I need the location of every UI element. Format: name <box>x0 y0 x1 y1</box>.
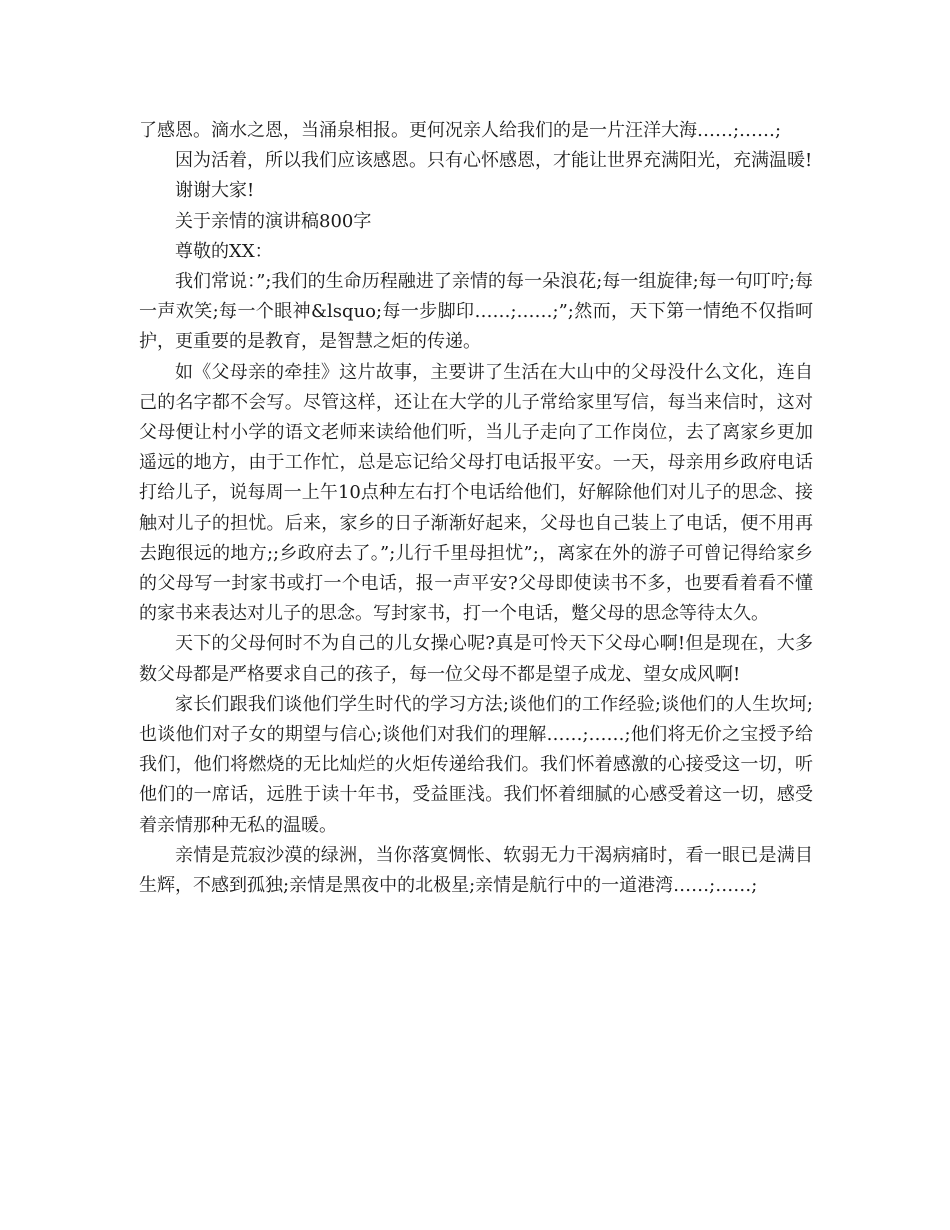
paragraph-1: 了感恩。滴水之恩，当涌泉相报。更何况亲人给我们的是一片汪洋大海……;……; <box>139 120 782 141</box>
paragraph-2: 因为活着，所以我们应该感恩。只有心怀感恩，才能让世界充满阳光，充满温暖! <box>175 150 813 172</box>
paragraph-8: 天下的父母何时不为自己的儿女操心呢?真是可怜天下父母心啊!但是现在，大多数父母都是严格要求自己的孩子，每一位父母不都是望子成龙、望女成风啊! <box>139 633 813 685</box>
paragraph-10: 亲情是荒寂沙漠的绿洲，当你落寞惆怅、软弱无力干渴病痛时，看一眼已是满目生辉，不感到孤独;亲情是黑夜中的北极星;亲情是航行中的一道港湾……;……; <box>139 844 813 897</box>
paragraph-7: 如《父母亲的牵挂》这片故事，主要讲了生活在大山中的父母没什么文化，连自己的名字都不会写。尽管这样，还让在大学的儿子常给家里写信，每当来信时，这对父母便让村小学的语文老师来读给他们听，当儿子走向了工作岗位，去了离家乡更加遥远的地方，由于工作忙，总是忘记给父母打电话报平安。一天，母亲用乡政府电话打给儿子，说每周一上午10点种左右打个电话给他们，好解除他们对儿子的思念、接触对儿子的担忧。后来，家乡的日子渐渐好起来，父母也自己装上了电话，便不用再去跑很远的地方;;乡政府去了。”;儿行千里母担忧”;，离家在外的游子可曾记得给家乡的父母写一封家书或打一个电话，报一声平安?父母即使读书不多，也要看着看不懂的家书来表达对儿子的思念。写封家书，打一个电话，蹩父母的思念等待太久。 <box>139 361 813 625</box>
salutation: 尊敬的XX： <box>175 240 273 262</box>
paragraph-3: 谢谢大家! <box>175 180 255 202</box>
paragraph-9: 家长们跟我们谈他们学生时代的学习方法;谈他们的工作经验;谈他们的人生坎坷;也谈他们对子女的期望与信心;谈他们对我们的理解……;……;他们将无价之宝授予给我们，他们将燃烧的无比灿烂的火炬传递给我们。我们怀着感激的心接受这一切，听他们的一席话，远胜于读十年书，受益匪浅。我们怀着细腻的心感受着这一切，感受着亲情那种无私的温暖。 <box>139 693 813 836</box>
paragraph-6: 我们常说：”;我们的生命历程融进了亲情的每一朵浪花;每一组旋律;每一句叮咛;每一声欢笑;每一个眼神&lsquo;每一步脚印……;……;”;然而，天下第一情绝不仅指呵护，更重要的是教育，是智慧之炬的传递。 <box>139 271 813 353</box>
document-page <box>139 116 813 901</box>
section-heading: 关于亲情的演讲稿800字 <box>175 210 372 232</box>
